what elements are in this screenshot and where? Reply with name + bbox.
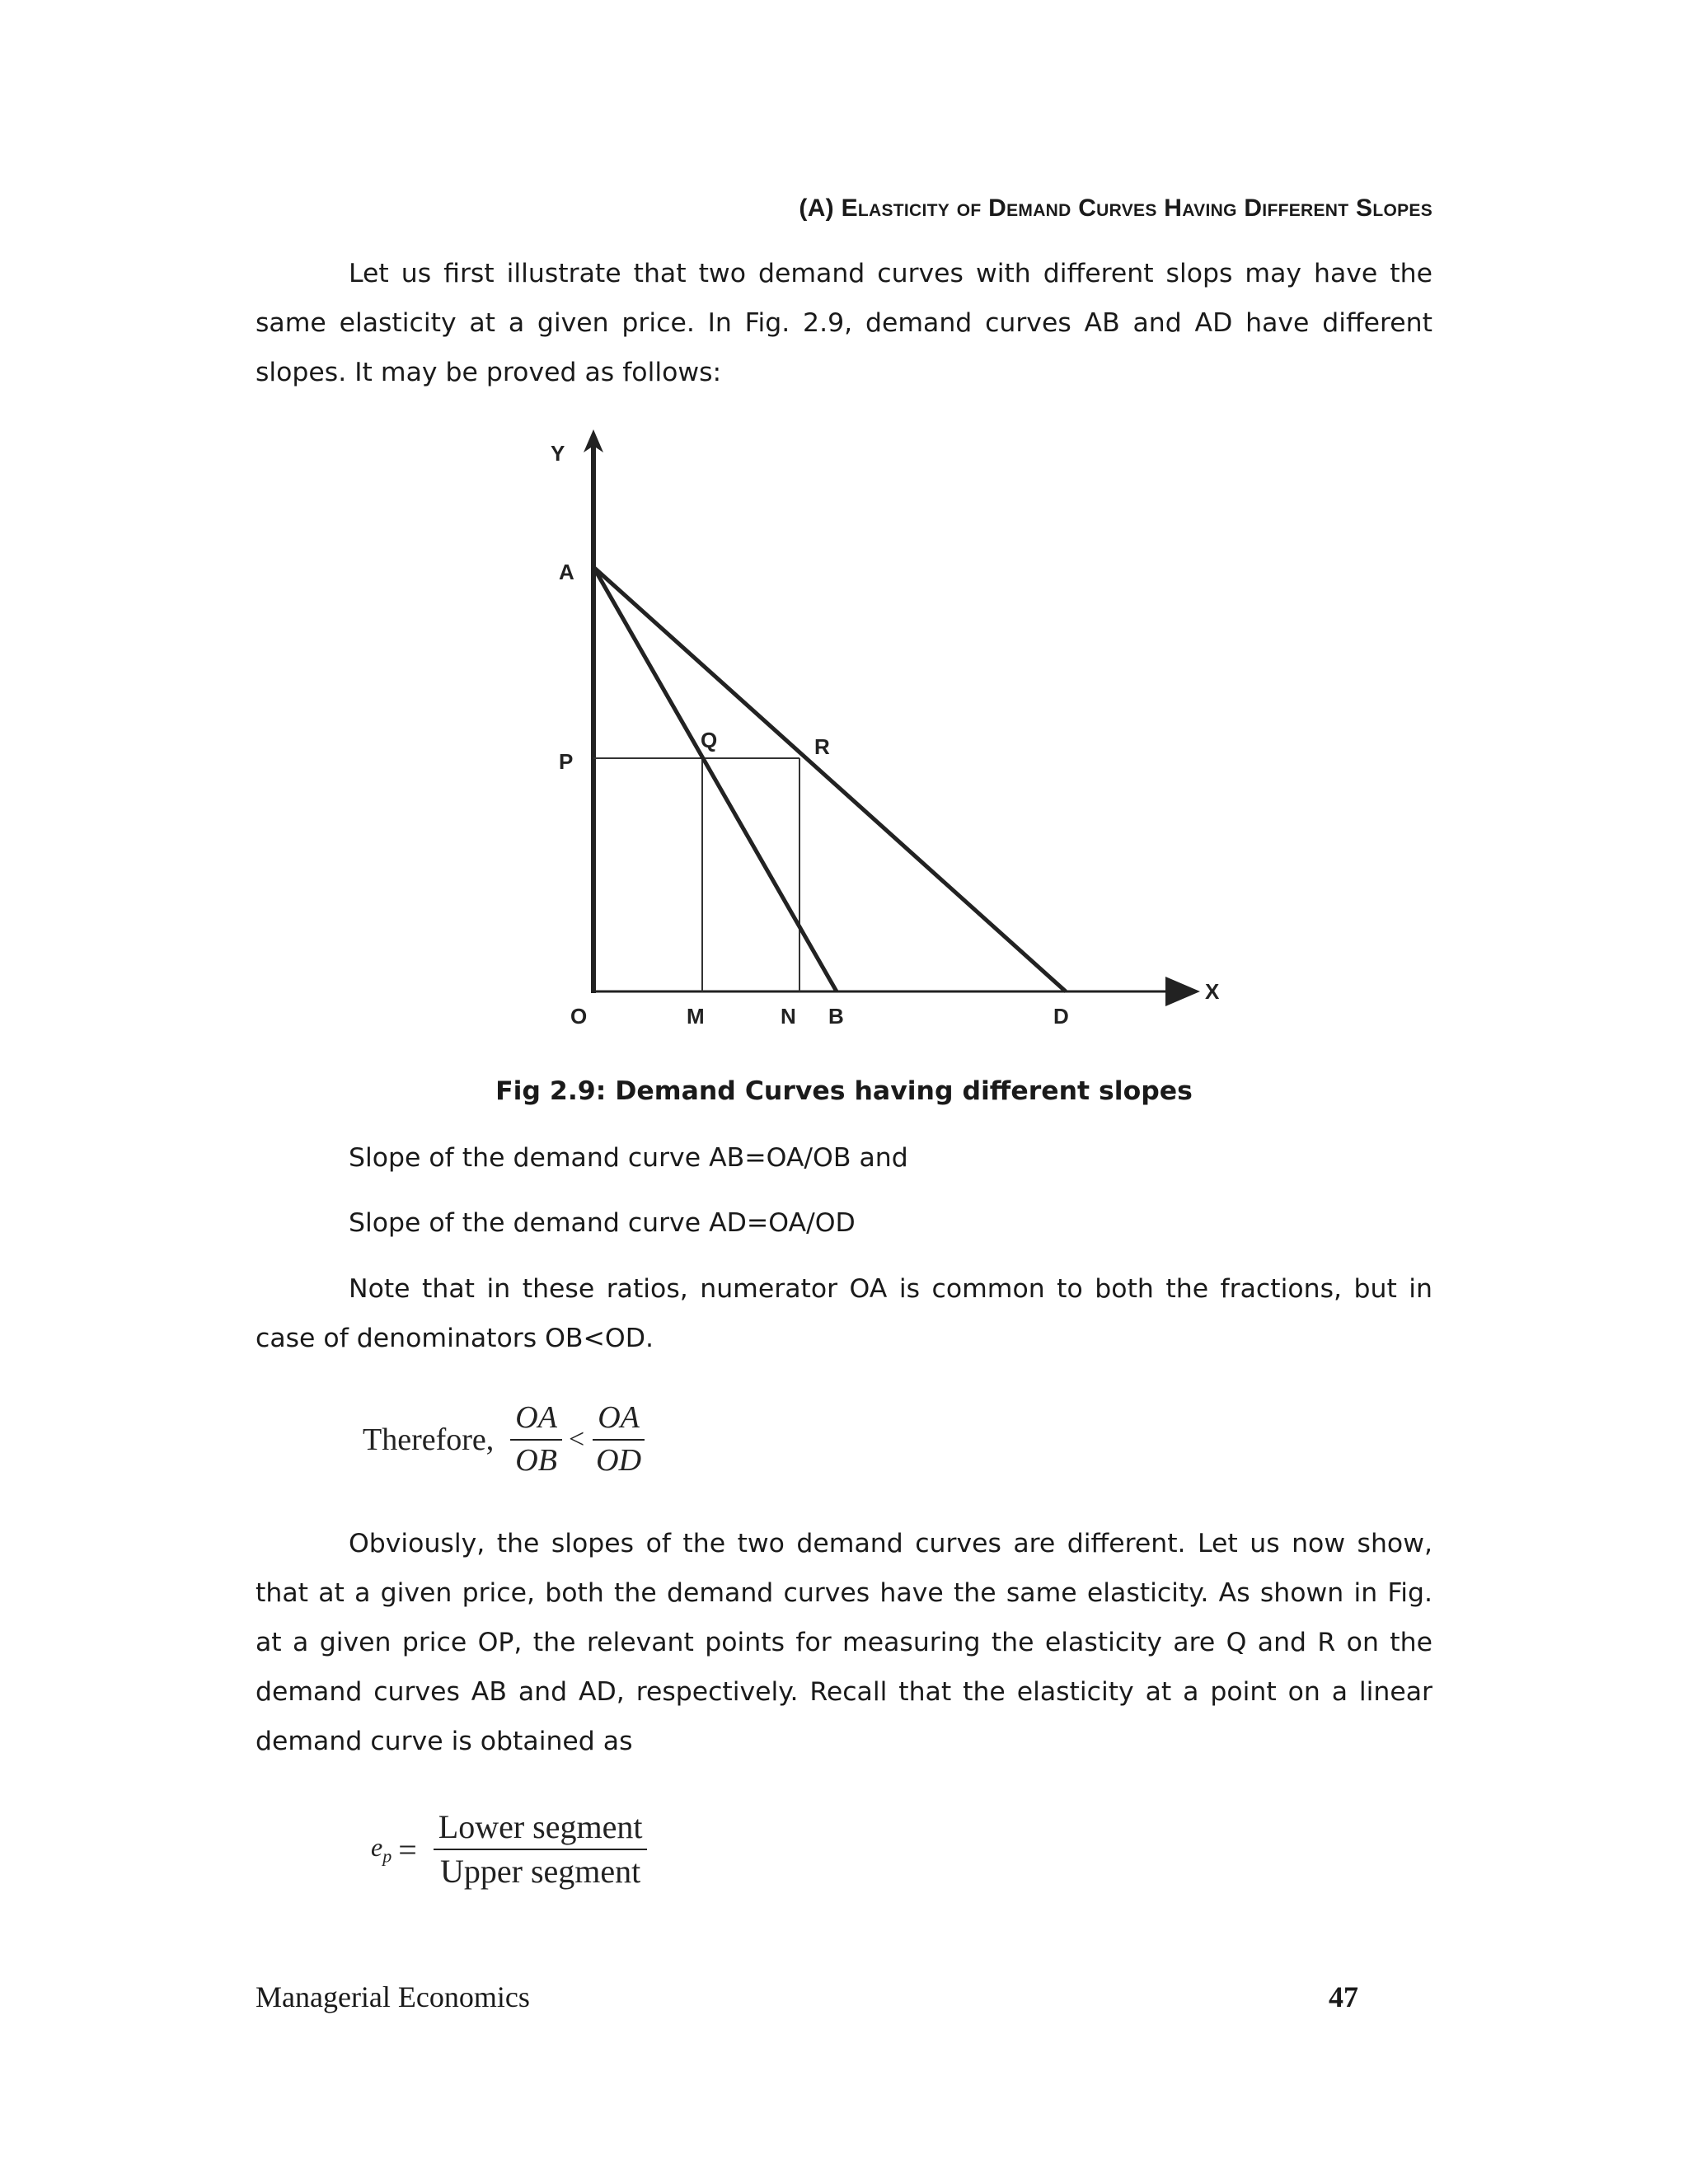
intro-paragraph: Let us first illustrate that two demand curves with different slops may have the same elasticity at a given price. In Fig. 2.9, demand curves AB and AD have different slopes. It may be proved as follows: <box>256 259 1432 387</box>
lower-segment: Lower segment <box>434 1809 648 1850</box>
label-m: M <box>687 1004 705 1029</box>
demand-curve-ad <box>593 567 1066 991</box>
equals-sign: = <box>398 1830 417 1868</box>
formula-lead: Therefore, <box>363 1422 495 1457</box>
note-paragraph: Note that in these ratios, numerator OA is common to both the fractions, but in case of denominators OB<OD. <box>256 1274 1432 1353</box>
label-q: Q <box>701 728 718 752</box>
footer-page-number: 47 <box>1329 1980 1358 2013</box>
footer-book-title: Managerial Economics <box>256 1980 530 2013</box>
fraction-denominator: OB <box>515 1442 557 1478</box>
less-than-operator: < <box>568 1423 585 1455</box>
fraction-denominator: OD <box>596 1442 642 1478</box>
elasticity-symbol: $e_p$ <box>371 1831 392 1867</box>
segment-fraction <box>434 1809 648 1890</box>
section-heading: (A) Elasticity of Demand Curves Having Different Slopes <box>799 194 1432 222</box>
figure-caption: Fig 2.9: Demand Curves having different slopes <box>495 1076 1193 1106</box>
elasticity-formula <box>371 1809 652 1890</box>
label-p: P <box>559 749 574 774</box>
fraction-numerator: OA <box>510 1401 562 1441</box>
label-o: O <box>570 1004 588 1029</box>
label-a: A <box>559 560 574 584</box>
label-n: N <box>781 1004 796 1029</box>
demand-curves-diagram <box>536 424 1261 1051</box>
label-b: B <box>828 1004 844 1029</box>
explanation-paragraph: Obviously, the slopes of the two demand curves are different. Let us now show, that at a given price, both the demand curves have the same elasticity. As shown in Fig. at a given price OP, the relevant points for measuring the elasticity are Q and R on the demand curves AB and AD, respectively. Recall that the elasticity at a point on a linear demand curve is obtained as <box>256 1529 1432 1756</box>
fraction-numerator: OA <box>593 1401 645 1441</box>
slope-ab-line: Slope of the demand curve AB=OA/OB and <box>349 1143 908 1173</box>
label-x: X <box>1205 979 1220 1004</box>
slope-ad-line: Slope of the demand curve AD=OA/OD <box>349 1208 856 1238</box>
label-y: Y <box>551 441 565 466</box>
slope-comparison-formula <box>363 1401 651 1479</box>
label-d: D <box>1053 1004 1069 1029</box>
label-r: R <box>814 734 830 759</box>
upper-segment: Upper segment <box>439 1853 641 1890</box>
fraction-oa-ob <box>510 1401 562 1479</box>
demand-curves-figure <box>536 424 1261 1051</box>
fraction-oa-od <box>591 1401 646 1479</box>
